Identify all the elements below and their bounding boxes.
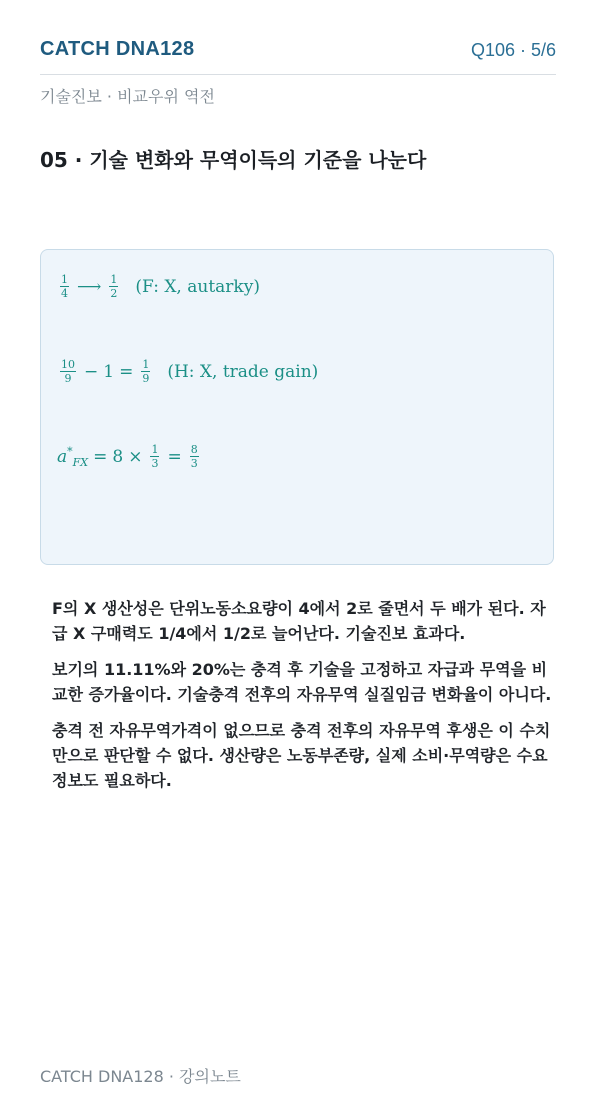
numerator: 8	[190, 443, 198, 456]
eight-value: 8	[112, 446, 124, 467]
brand-title: CATCH DNA128	[40, 38, 195, 60]
equals-symbol: =	[93, 446, 108, 467]
numerator: 1	[151, 443, 159, 456]
fraction	[60, 274, 69, 299]
explanation-text	[52, 596, 556, 804]
paragraph: 충격 전 자유무역가격이 없으므로 충격 전후의 자유무역 후생은 이 수치만으로 판단할 수 없다. 생산량은 노동부존량, 실제 소비·무역량은 수요 정보도 필요하다.	[52, 721, 551, 790]
one-value: 1	[103, 361, 115, 382]
fraction	[190, 444, 199, 469]
fraction	[60, 359, 76, 384]
formula-note: (H: X, trade gain)	[167, 361, 319, 382]
fraction	[150, 444, 159, 469]
page-indicator: Q106 · 5/6	[470, 40, 556, 60]
paragraph: 보기의 11.11%와 20%는 충격 후 기술을 고정하고 자급과 무역을 비교한 증가율이다. 기술충격 전후의 자유무역 실질임금 변화율이 아니다.	[52, 660, 552, 704]
numerator: 10	[61, 358, 75, 371]
formula-trade-gain	[57, 359, 318, 384]
numerator: 1	[61, 273, 68, 286]
formula-note: (F: X, autarky)	[135, 276, 260, 297]
header	[40, 38, 556, 75]
footer: CATCH DNA128 · 강의노트	[40, 1067, 241, 1086]
numerator: 1	[142, 358, 150, 371]
subtitle: 기술진보 · 비교우위 역전	[40, 87, 215, 106]
minus-symbol: −	[84, 361, 99, 382]
fraction	[141, 359, 150, 384]
denominator: 2	[110, 287, 118, 300]
subscript: FX	[72, 455, 89, 469]
numerator: 1	[110, 273, 118, 286]
formula-a-fx	[57, 444, 202, 469]
variable-symbol: a	[57, 446, 68, 467]
arrow-symbol: ⟶	[77, 276, 102, 297]
section-title: 05 · 기술 변화와 무역이득의 기준을 나눈다	[40, 148, 427, 172]
equals-symbol: =	[119, 361, 134, 382]
formula-box	[40, 249, 554, 565]
formula-autarky	[57, 274, 260, 299]
denominator: 9	[64, 372, 72, 385]
superscript: *	[67, 444, 73, 458]
fraction	[109, 274, 118, 299]
denominator: 9	[142, 372, 150, 385]
denominator: 4	[61, 287, 68, 300]
paragraph: F의 X 생산성은 단위노동소요량이 4에서 2로 줄면서 두 배가 된다. 자급 X 구매력도 1/4에서 1/2로 늘어난다. 기술진보 효과다.	[52, 599, 546, 643]
times-symbol: ×	[128, 446, 143, 467]
variable-a-fx	[57, 445, 88, 469]
denominator: 3	[151, 457, 159, 470]
denominator: 3	[190, 457, 198, 470]
equals-symbol: =	[167, 446, 182, 467]
